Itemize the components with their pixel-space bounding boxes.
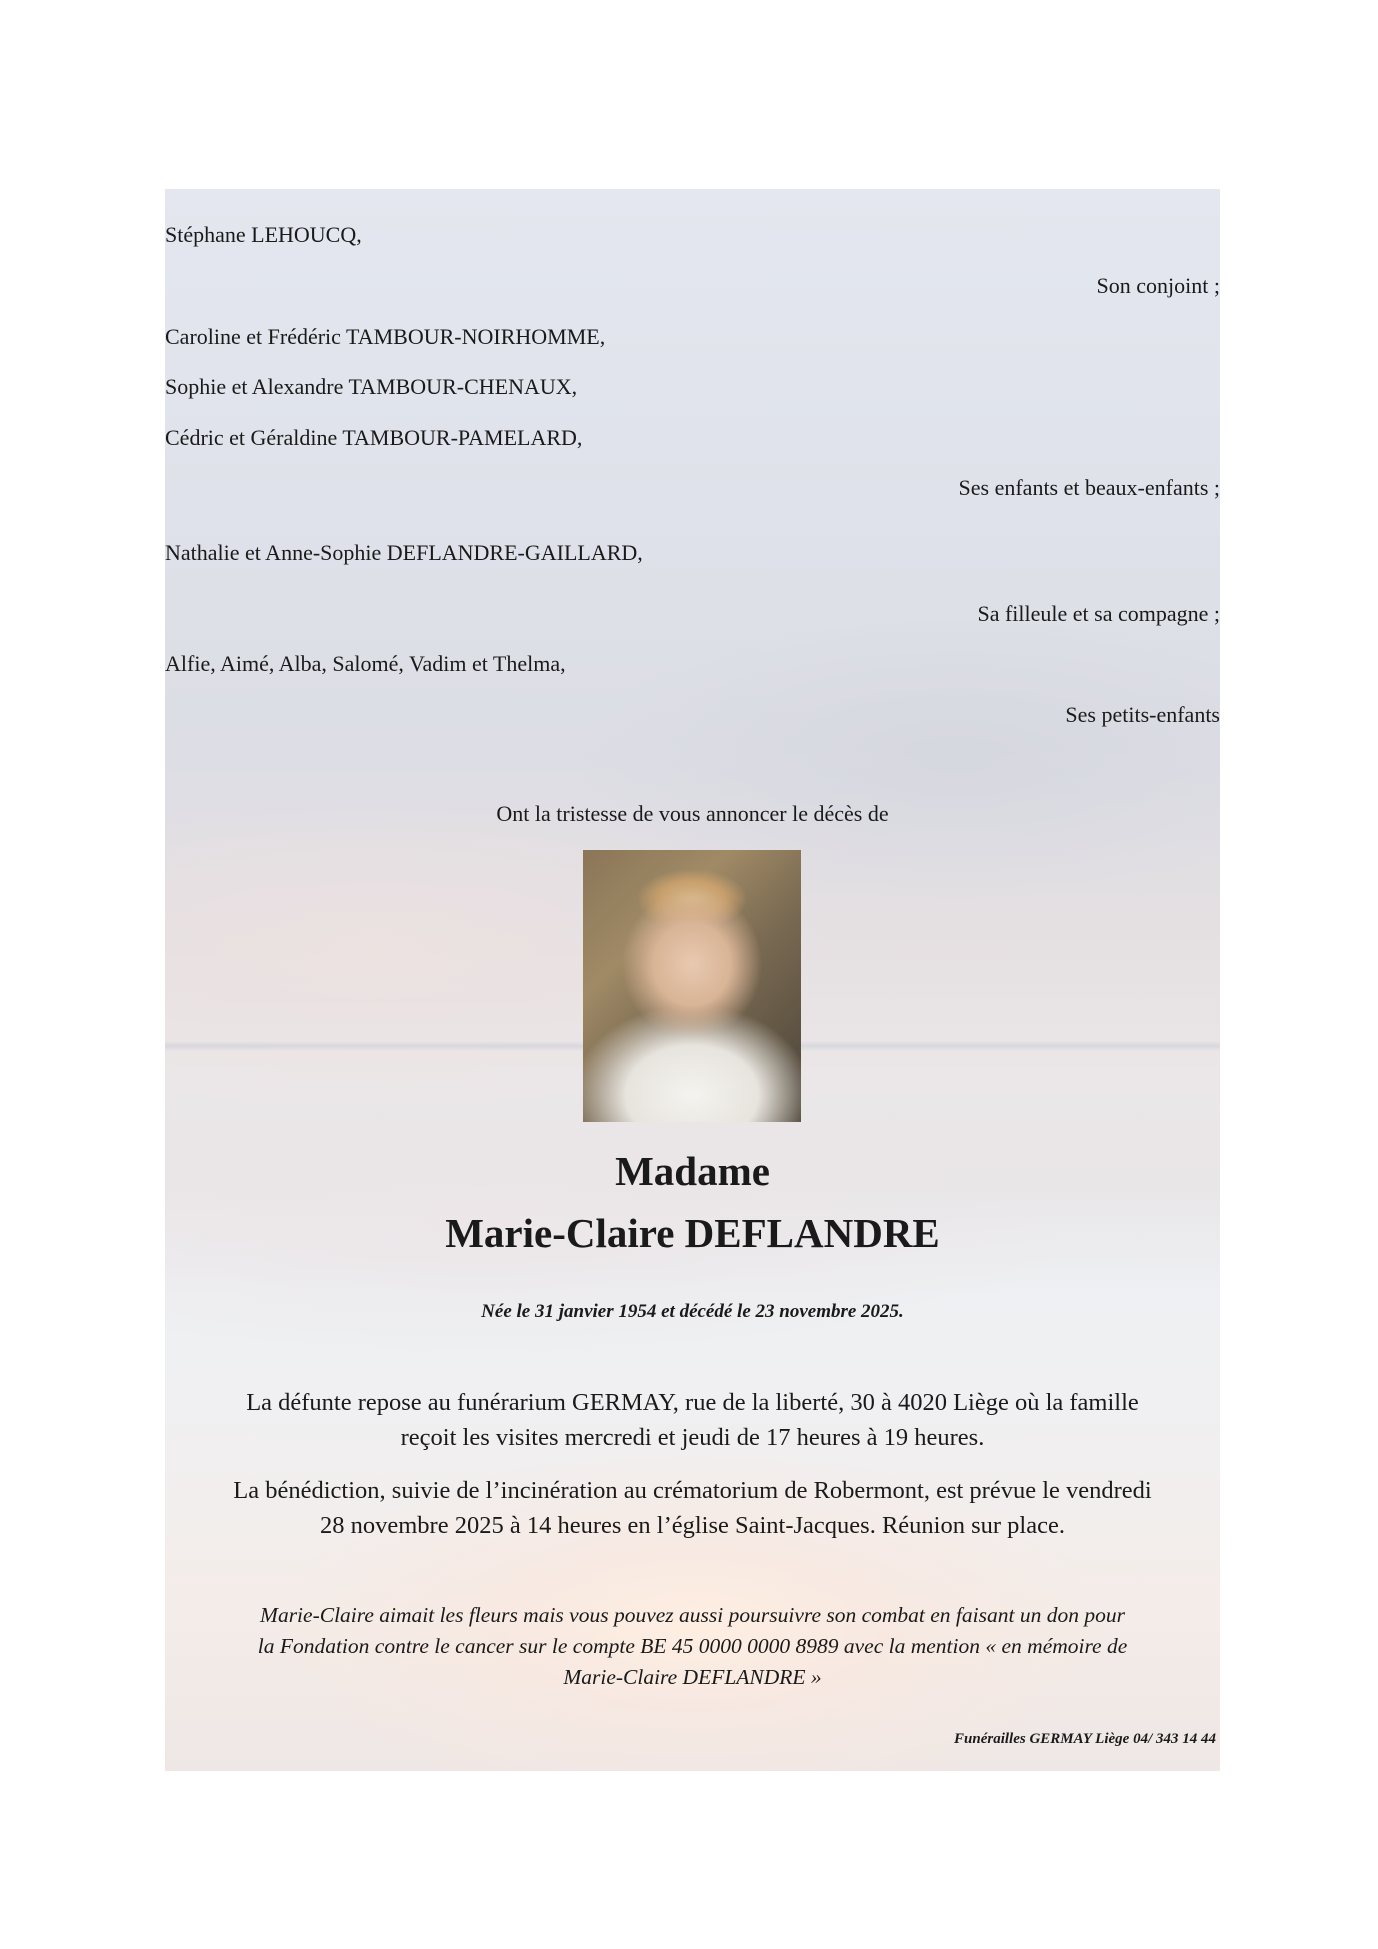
spouse-name: Stéphane LEHOUCQ, (165, 222, 362, 247)
donation-line: la Fondation contre le cancer sur le compte BE 45 0000 0000 8989 avec la mention « en mémoire de (257, 1634, 1128, 1658)
deceased-portrait (583, 850, 801, 1122)
funeral-home-contact: Funérailles GERMAY Liège 04/ 343 14 44 (954, 1731, 1216, 1747)
grandchildren-names: Alfie, Aimé, Alba, Salomé, Vadim et Thelma, (165, 651, 566, 676)
visitation-text (165, 1385, 1220, 1455)
child-line-1: Caroline et Frédéric TAMBOUR-NOIRHOMME, (165, 324, 606, 349)
grandchildren-role: Ses petits-enfants (1065, 702, 1220, 727)
ceremony-line: 28 novembre 2025 à 14 heures en l’église Saint-Jacques. Réunion sur place. (319, 1512, 1065, 1539)
children-role: Ses enfants et beaux-enfants ; (958, 475, 1220, 500)
deceased-name: Marie-Claire DEFLANDRE (445, 1210, 940, 1256)
donation-text (165, 1600, 1220, 1693)
visitation-line: La défunte repose au funérarium GERMAY, rue de la liberté, 30 à 4020 Liège où la famille (246, 1389, 1139, 1416)
birth-death-dates: Née le 31 janvier 1954 et décédé le 23 novembre 2025. (481, 1301, 904, 1322)
obituary-card (165, 189, 1220, 1771)
ceremony-text (165, 1473, 1220, 1543)
spouse-role: Son conjoint ; (1096, 273, 1220, 298)
donation-line: Marie-Claire aimait les fleurs mais vous pouvez aussi poursuivre son combat en faisant un don pour (260, 1603, 1125, 1627)
donation-line: Marie-Claire DEFLANDRE » (563, 1665, 822, 1689)
salutation: Madame (615, 1148, 770, 1194)
visitation-line: reçoit les visites mercredi et jeudi de 17 heures à 19 heures. (400, 1424, 985, 1451)
announcement: Ont la tristesse de vous annoncer le décès de (496, 801, 889, 826)
goddaughter-role: Sa filleule et sa compagne ; (977, 601, 1220, 626)
goddaughter-name: Nathalie et Anne-Sophie DEFLANDRE-GAILLARD, (165, 540, 643, 565)
child-line-2: Sophie et Alexandre TAMBOUR-CHENAUX, (165, 374, 578, 399)
ceremony-line: La bénédiction, suivie de l’incinération au crématorium de Robermont, est prévue le vendredi (233, 1477, 1152, 1504)
child-line-3: Cédric et Géraldine TAMBOUR-PAMELARD, (165, 425, 583, 450)
